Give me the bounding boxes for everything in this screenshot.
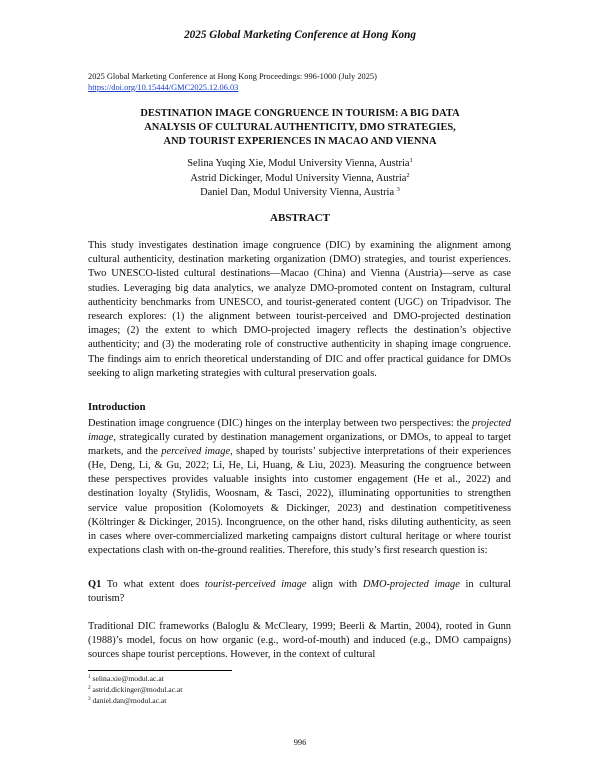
research-question-1 [88, 578, 511, 606]
intro-emphasis: perceived image [161, 446, 231, 458]
abstract-heading: ABSTRACT [270, 212, 330, 224]
introduction-paragraph [88, 417, 511, 558]
author-text: Astrid Dickinger, Modul University Vienna, Austria [190, 172, 407, 184]
author-line [90, 172, 510, 187]
author-line [90, 157, 510, 172]
paper-title [90, 107, 510, 149]
footnotes [88, 674, 182, 706]
question-emphasis: tourist-perceived image [204, 579, 307, 590]
author-text: Daniel Dan, Modul University Vienna, Austria [200, 187, 397, 198]
running-header: 2025 Global Marketing Conference at Hong Kong [184, 29, 416, 41]
body-paragraph: Traditional DIC frameworks (Baloglu & McCleary, 1999; Beerli & Martin, 2004), rooted in Gunn (1988)’s model, focus on how organic (e.g., word-of-mouth) and induced (e.g., DMO campaigns) sources shape tourist perceptions. However, in the context of cultural [88, 621, 511, 661]
doi-link[interactable]: https://doi.org/10.15444/GMC2025.12.06.03 [88, 83, 239, 92]
footnote-rule [88, 670, 232, 671]
footnote-email: astrid.dickinger@modul.ac.at [90, 684, 183, 694]
question-text: in cultural tourism? [88, 579, 512, 605]
footnote-email: daniel.dan@modul.ac.at [90, 695, 167, 705]
footnote-mark: 2 [406, 171, 410, 179]
question-text: align with [306, 579, 363, 590]
footnote-mark: 1 [88, 674, 91, 680]
footnote-mark: 1 [409, 157, 413, 164]
author-text: Selina Yuqing Xie, Modul University Vienna, Austria [187, 158, 410, 169]
question-label: Q1 [88, 579, 102, 590]
proceedings-info [88, 71, 377, 93]
page-number: 996 [293, 738, 307, 747]
footnote-mark: 3 [88, 695, 91, 702]
title-line: DESTINATION IMAGE CONGRUENCE IN TOURISM: A BIG DATA [140, 108, 460, 119]
author-line [90, 186, 510, 201]
footnote-email: selina.xie@modul.ac.at [90, 674, 164, 683]
proceedings-line: 2025 Global Marketing Conference at Hong Kong Proceedings: 996-1000 (July 2025) [88, 72, 377, 81]
intro-emphasis: projected image [88, 418, 511, 444]
title-line: AND TOURIST EXPERIENCES IN MACAO AND VIENNA [163, 136, 437, 147]
introduction-heading: Introduction [88, 402, 146, 413]
title-line: ANALYSIS OF CULTURAL AUTHENTICITY, DMO STRATEGIES, [144, 122, 456, 133]
intro-text: , strategically curated by destination management organizations, or DMOs, to appeal to target markets, and the [88, 432, 511, 458]
footnote [88, 685, 182, 696]
footnote [88, 696, 182, 707]
intro-text: Destination image congruence (DIC) hinges on the interplay between two perspectives: the [88, 418, 473, 429]
footnote [88, 674, 182, 685]
question-text: To what extent does [101, 579, 205, 590]
question-emphasis: DMO-projected image [362, 579, 460, 590]
abstract-body: This study investigates destination image congruence (DIC) by examining the alignment among cultural authenticity, destination marketing organization (DMO) strategies, and tourist experiences. Two UNESCO-listed cultural destinations—Macao (China) and Vienna (Austria)—serve as case studies. Leveraging big data analytics, we analyze DMO-promoted content on Instagram, cultural authenticity benchmarks from UNESCO, and tourist-generated content (UGC) on Tripadvisor. The research explores: (1) the alignment between tourist-perceived and DMO-projected destination images; (2) the extent to which DMO-projected imagery reflects the destination’s objective authenticity; and (3) the moderating role of constructive authenticity in shaping image congruence. The findings aim to enrich theoretical understanding of DIC and offer practical guidance for DMOs seeking to align marketing strategies with cultural preservation goals. [88, 240, 511, 379]
author-list [90, 157, 510, 201]
footnote-mark: 2 [88, 684, 91, 691]
footnote-mark: 3 [396, 186, 400, 193]
intro-text: , shaped by tourists’ subjective interpretations of their experiences (He, Deng, Li, & Gu, 2022; Li, He, Li, Huang, & Liu, 2023). Measuring the congruence between these perspectives provides valuable insights into customer engagement (He et al., 2022) and destination loyalty (Stylidis, Woosnam, & Tasci, 2022), illuminating opportunities to strengthen service value proposition (Kolomoyets & Dickinger, 2023) and destination competitiveness (Költringer & Dickinger, 2015). Incongruence, on the other hand, risks diluting authenticity, as seen in cases where over-commercialized marketing campaigns distort cultural heritage or where tourist expectations clash with on-the-ground realities. Therefore, this study’s first research question is: [88, 446, 511, 556]
